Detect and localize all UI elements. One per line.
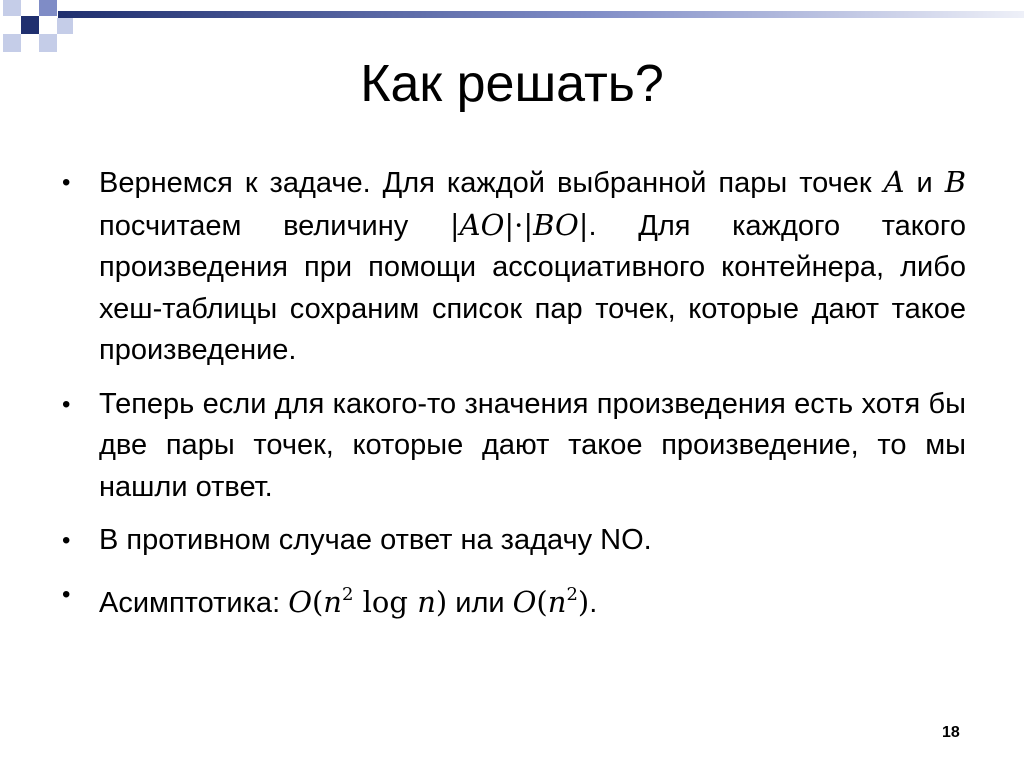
math-o: O — [288, 584, 312, 619]
math-paren: ) — [435, 584, 448, 619]
math-abs-ao: |AO| — [449, 207, 515, 242]
bullet-item — [62, 574, 966, 625]
deco-square — [57, 18, 73, 34]
bullet-list — [62, 162, 966, 636]
deco-square — [21, 16, 39, 34]
math-n: n — [323, 584, 342, 619]
page-number: 18 — [942, 724, 960, 741]
bullet-text: . Для каждого такого произведения при помощи ассоциативного контейнера, либо хеш-таблицы сохраним список пар точек, которые дают такое произведение. — [99, 209, 966, 366]
corner-decoration — [0, 0, 1024, 60]
bullet-text: и — [904, 167, 945, 199]
bullet-text: посчитаем величину — [99, 209, 450, 242]
deco-square — [39, 34, 57, 52]
bullet-text: . — [589, 586, 598, 619]
math-exponent: 2 — [341, 583, 354, 605]
bullet-item: • В противном случае ответ на задачу NO. — [62, 520, 966, 562]
deco-square — [3, 0, 21, 16]
bullet-item — [62, 162, 966, 372]
math-var-b: B — [944, 165, 966, 199]
math-n: n — [547, 584, 567, 619]
math-paren: ( — [311, 584, 324, 619]
math-dot: · — [514, 207, 524, 242]
math-paren: ) — [577, 584, 590, 619]
bullet-text: Вернемся к задаче. Для каждой выбранной пары точек — [99, 167, 884, 199]
bullet-text: Асимптотика: — [99, 586, 289, 619]
header-gradient-bar — [58, 11, 1024, 18]
math-o: O — [512, 584, 537, 619]
deco-square — [39, 0, 57, 16]
bullet-item: • Теперь если для какого-то значения произведения есть хотя бы две пары точек, которые дают такое произведение, то мы нашли ответ. — [62, 384, 966, 509]
deco-square — [3, 34, 21, 52]
math-var-a: A — [883, 165, 905, 199]
bullet-text: или — [447, 586, 513, 619]
math-paren: ( — [536, 584, 548, 619]
math-exponent: 2 — [566, 583, 578, 605]
math-log: log — [353, 584, 418, 619]
math-n: n — [417, 584, 436, 619]
math-abs-bo: |BO| — [523, 207, 589, 242]
slide-title: Как решать? — [360, 55, 664, 113]
